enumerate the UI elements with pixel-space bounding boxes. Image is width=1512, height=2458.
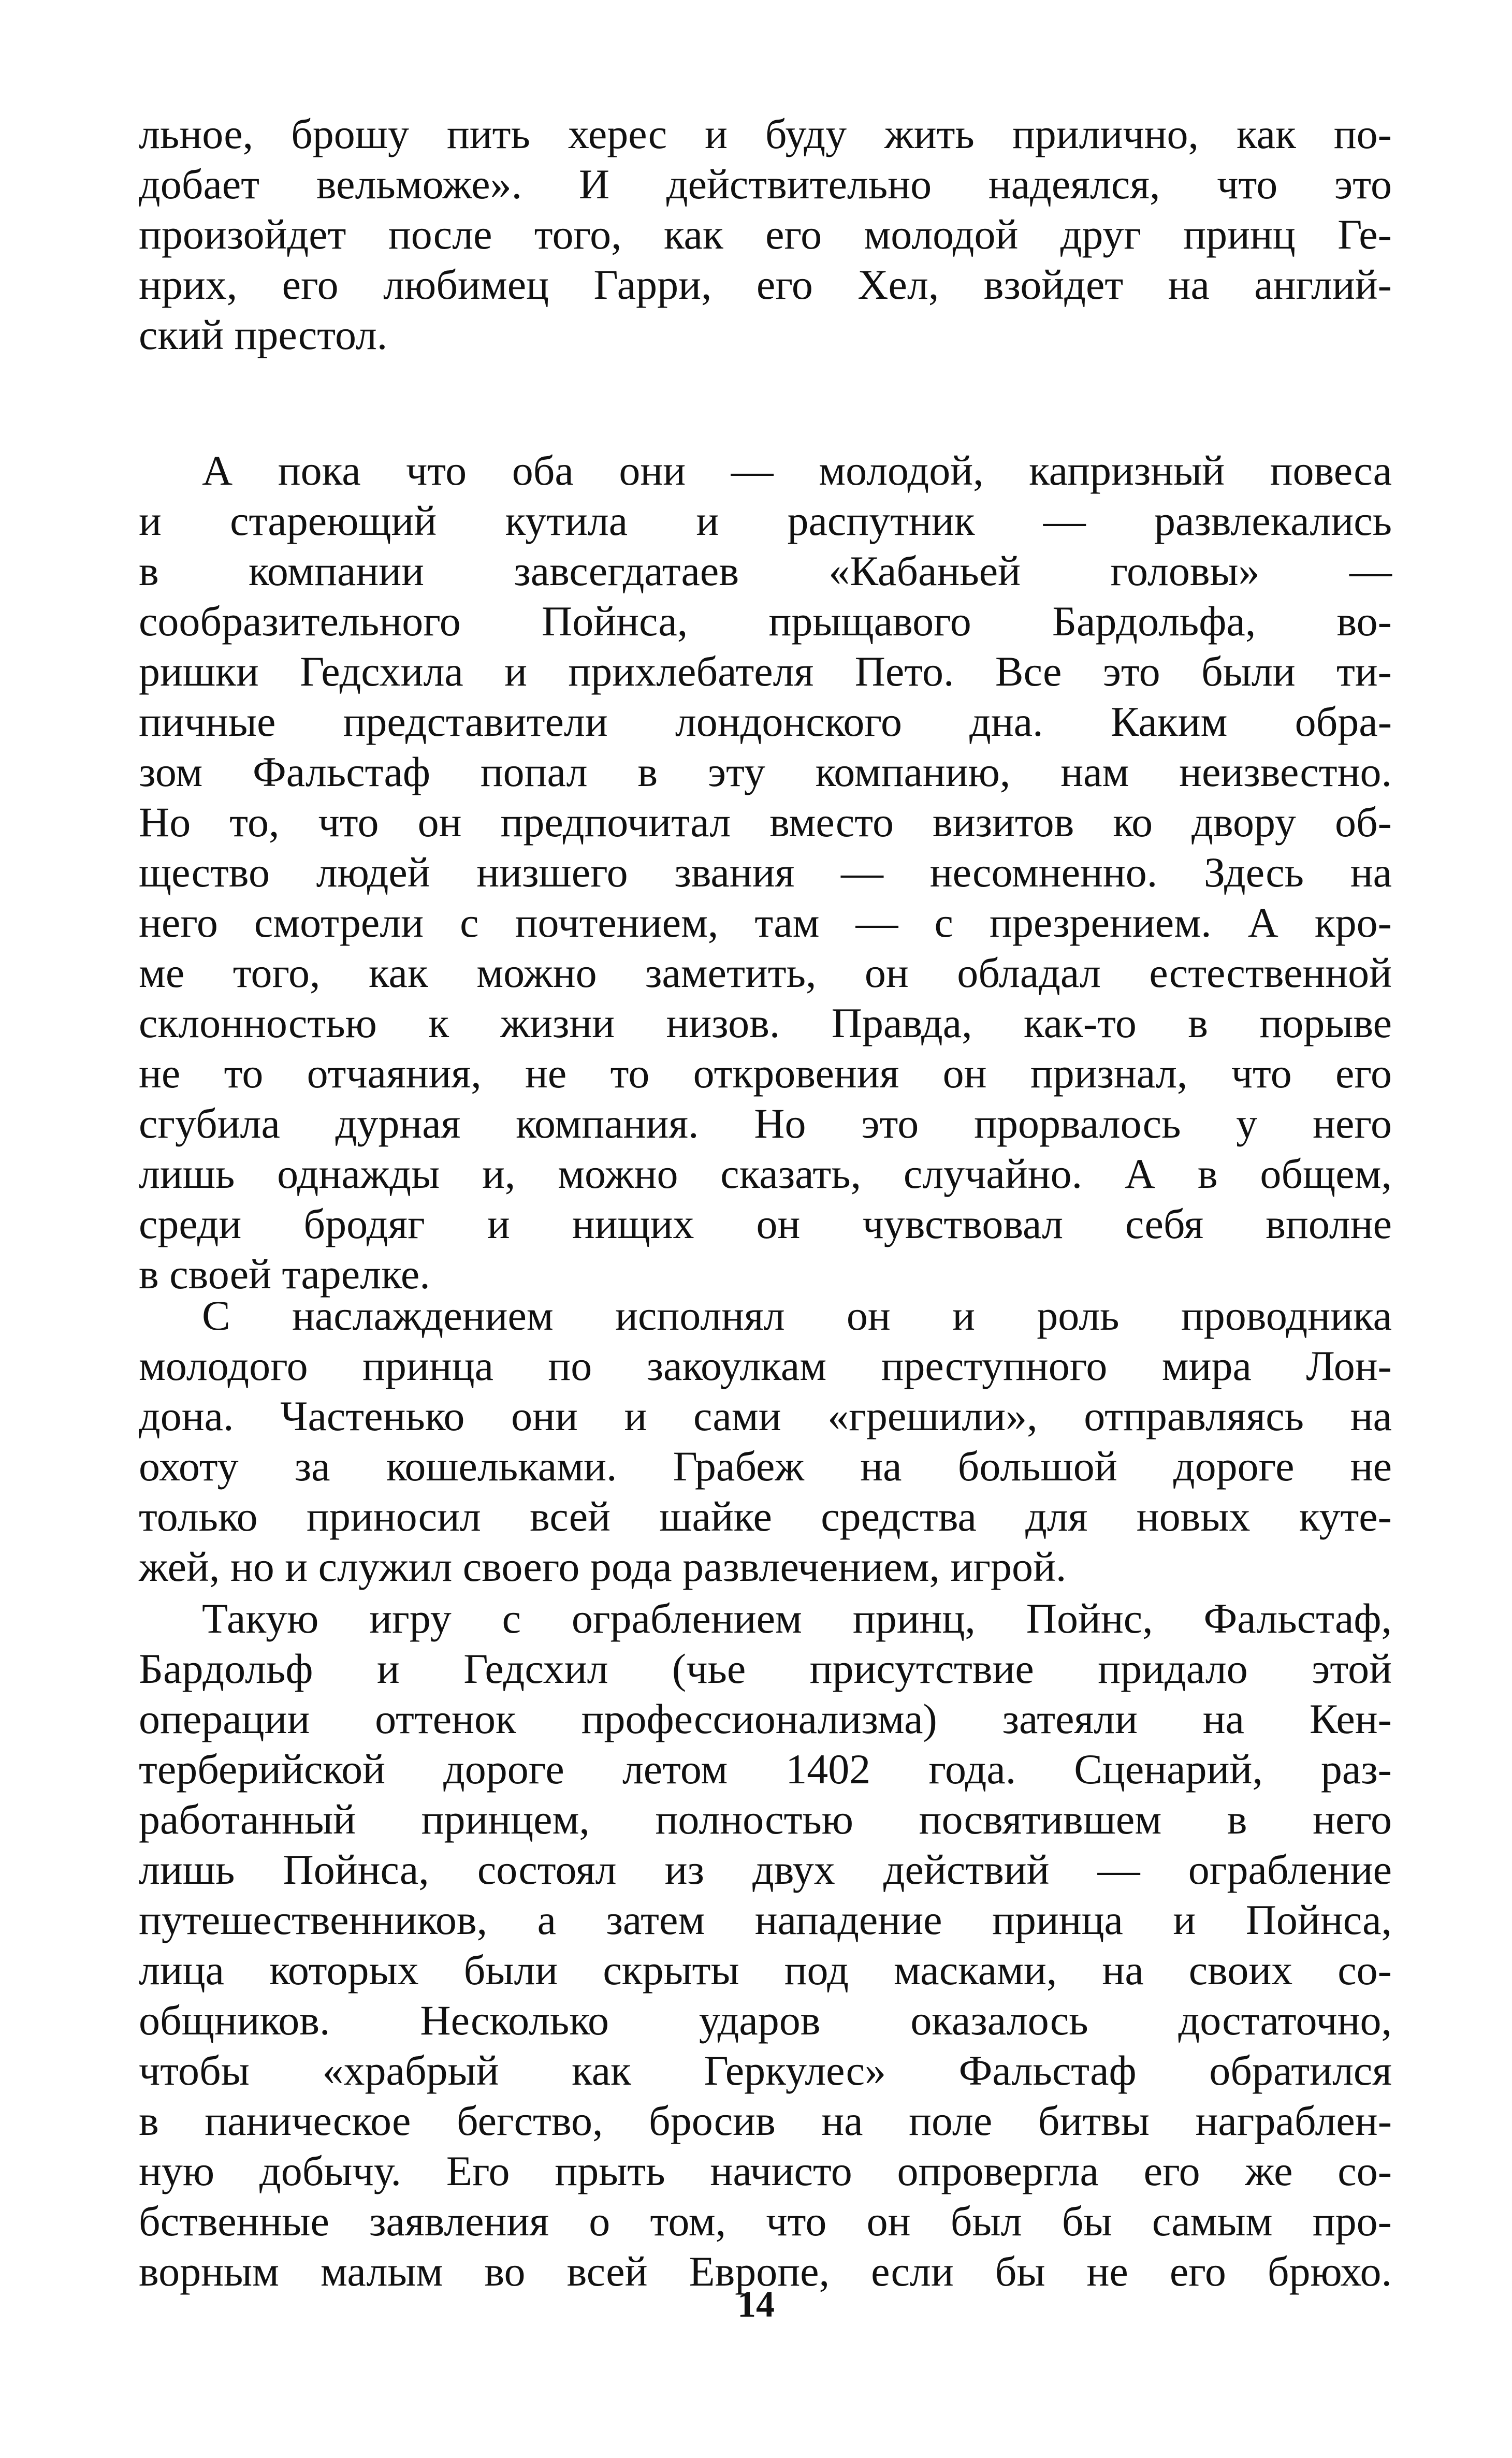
paragraph-continuation (139, 109, 1392, 360)
text-line: работанный принцем, полностью посвятившем в него (139, 1796, 1392, 1843)
text-line: нрих, его любимец Гарри, его Хел, взойдет на англий- (139, 261, 1392, 308)
text-line: ме того, как можно заметить, он обладал естественной (139, 949, 1392, 996)
text-line: добает вельможе». И действительно надеялся, что это (139, 161, 1392, 208)
text-line: общников. Несколько ударов оказалось достаточно, (139, 1997, 1392, 2044)
text-line: терберийской дороге летом 1402 года. Сценарий, раз- (139, 1746, 1392, 1793)
text-line: ришки Гедсхила и прихлебателя Пето. Все это были ти- (139, 648, 1392, 695)
text-line: склонностью к жизни низов. Правда, как-то в порыве (139, 999, 1392, 1046)
text-line: зом Фальстаф попал в эту компанию, нам неизвестно. (139, 748, 1392, 795)
text-line: произойдет после того, как его молодой друг принц Ге- (139, 211, 1392, 258)
text-line: в паническое бегство, бросив на поле битвы награблен- (139, 2097, 1392, 2144)
text-line: лишь однажды и, можно сказать, случайно. А в общем, (139, 1150, 1392, 1197)
text-line: в компании завсегдатаев «Кабаньей головы» — (139, 547, 1392, 594)
text-line: не то отчаяния, не то откровения он признал, что его (139, 1050, 1392, 1097)
text-line: среди бродяг и нищих он чувствовал себя вполне (139, 1200, 1392, 1247)
text-line: охоту за кошельками. Грабеж на большой дороге не (139, 1443, 1392, 1490)
text-line: пичные представители лондонского дна. Каким обра- (139, 698, 1392, 745)
text-line: лишь Пойнса, состоял из двух действий — ограбление (139, 1846, 1392, 1893)
paragraph (139, 445, 1392, 1299)
text-line: льное, брошу пить херес и буду жить прилично, как по- (139, 110, 1392, 157)
text-line: сгубила дурная компания. Но это прорвалось у него (139, 1100, 1392, 1147)
text-line: лица которых были скрыты под масками, на своих со- (139, 1946, 1392, 1994)
text-line: ную добычу. Его прыть начисто опровергла его же со- (139, 2147, 1392, 2194)
text-line: С наслаждением исполнял он и роль проводника (202, 1292, 1392, 1339)
text-line: в своей тарелке. (139, 1250, 430, 1298)
text-line: него смотрели с почтением, там — с презрением. А кро- (139, 899, 1392, 946)
text-line: операции оттенок профессионализма) затеяли на Кен- (139, 1695, 1392, 1742)
text-line: щество людей низшего звания — несомненно. Здесь на (139, 849, 1392, 896)
text-line: ский престол. (139, 311, 388, 358)
text-line: ворным малым во всей Европе, если бы не его брюхо. (139, 2248, 1392, 2295)
text-line: А пока что оба они — молодой, капризный повеса (202, 447, 1392, 494)
text-line: бственные заявления о том, что он был бы самым про- (139, 2198, 1392, 2245)
text-line: молодого принца по закоулкам преступного мира Лон- (139, 1342, 1392, 1389)
text-line: чтобы «храбрый как Геркулес» Фальстаф обратился (139, 2047, 1392, 2094)
text-line: дона. Частенько они и сами «грешили», отправляясь на (139, 1392, 1392, 1439)
text-line: Но то, что он предпочитал вместо визитов ко двору об- (139, 798, 1392, 846)
text-line: жей, но и служил своего рода развлечением, игрой. (139, 1543, 1067, 1590)
page-number: 14 (737, 2284, 775, 2325)
paragraph (139, 1593, 1392, 2296)
text-line: Бардольф и Гедсхил (чье присутствие придало этой (139, 1645, 1392, 1692)
paragraph (139, 1290, 1392, 1592)
text-line: путешественников, а затем нападение принца и Пойнса, (139, 1896, 1392, 1943)
text-line: и стареющий кутила и распутник — развлекались (139, 497, 1392, 544)
text-line: Такую игру с ограблением принц, Пойнс, Фальстаф, (202, 1595, 1392, 1642)
text-line: сообразительного Пойнса, прыщавого Бардольфа, во- (139, 598, 1392, 645)
text-line: только приносил всей шайке средства для новых куте- (139, 1493, 1392, 1540)
